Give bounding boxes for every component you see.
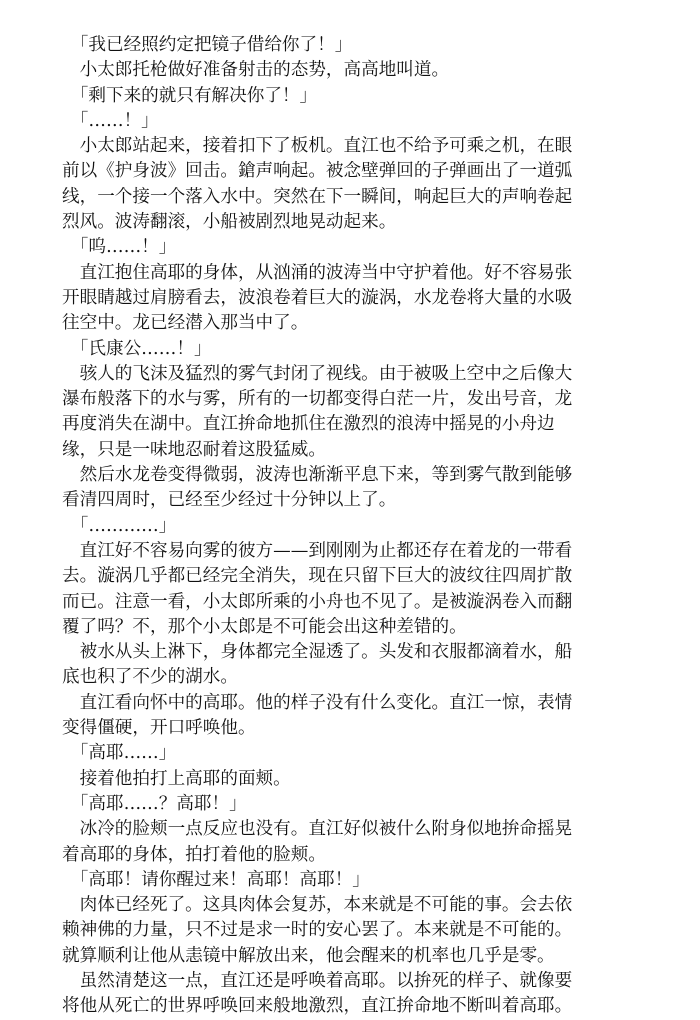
text-line: 前以《护身波》回击。鎗声响起。被念壁弹回的子弹画出了一道弧	[62, 161, 573, 182]
text-line: 再度消失在湖中。直江拚命地抓住在激烈的浪涛中摇晃的小舟边	[62, 414, 555, 435]
text-line: 「我已经照约定把镜子借给你了！」	[62, 35, 353, 55]
text-line: 冰冷的脸颊一点反应也没有。直江好似被什么附身似地拚命摇晃	[62, 819, 573, 840]
text-line: 骇人的飞沫及猛烈的雾气封闭了视线。由于被吸上空中之后像大	[62, 363, 573, 384]
text-line: 「……！」	[62, 110, 159, 131]
text-line: 而已。注意一看，小太郎所乘的小舟也不见了。是被漩涡卷入而翻	[62, 591, 573, 612]
text-line: 「高耶……？高耶！」	[62, 793, 247, 814]
text-line: 缘，只是一味地忍耐着这股猛威。	[62, 439, 326, 460]
text-line: 变得僵硬，开口呼唤他。	[62, 718, 256, 739]
novel-page-text	[62, 33, 642, 1020]
text-line: 直江看向怀中的高耶。他的样子没有什么变化。直江一惊，表情	[62, 692, 573, 713]
text-line: 着高耶的身体，拍打着他的脸颊。	[62, 844, 326, 865]
text-line: 然后水龙卷变得微弱，波涛也渐渐平息下来，等到雾气散到能够	[62, 465, 573, 486]
text-line: 赖神佛的力量，只不过是求一时的安心罢了。本来就是不可能的。	[62, 920, 573, 941]
text-line: 虽然清楚这一点，直江还是呼唤着高耶。以拚死的样子、就像要	[62, 970, 573, 991]
text-line: 线，一个接一个落入水中。突然在下一瞬间，响起巨大的声响卷起	[62, 186, 573, 207]
text-line: 将他从死亡的世界呼唤回来般地激烈，直江拚命地不断叫着高耶。	[62, 996, 573, 1017]
text-line: 「呜……！」	[62, 237, 177, 258]
text-line: 直江好不容易向雾的彼方——到刚刚为止都还存在着龙的一带看	[62, 540, 573, 561]
text-line: 瀑布般落下的水与雾，所有的一切都变得白茫一片，发出号音，龙	[62, 389, 573, 410]
text-line: 去。漩涡几乎都已经完全消失，现在只留下巨大的波纹往四周扩散	[62, 566, 573, 587]
text-line: 直江抱住高耶的身体，从汹涌的波涛当中守护着他。好不容易张	[62, 262, 573, 283]
text-line: 覆了吗？不，那个小太郎是不可能会出这种差错的。	[62, 616, 467, 637]
text-line: 「高耶……」	[62, 743, 177, 764]
text-line: 「剩下来的就只有解决你了！」	[62, 85, 318, 106]
text-line: 就算顺利让他从恚镜中解放出来，他会醒来的机率也几乎是零。	[62, 945, 555, 966]
text-line: 小太郎托枪做好准备射击的态势，高高地叫道。	[62, 60, 450, 81]
text-line: 开眼睛越过肩膀看去，波浪卷着巨大的漩涡，水龙卷将大量的水吸	[62, 287, 573, 308]
text-line: 肉体已经死了。这具肉体会复苏，本来就是不可能的事。会去依	[62, 895, 573, 916]
text-line: 烈风。波涛翻滚，小船被剧烈地晃动起来。	[62, 212, 397, 233]
text-line: 「高耶！请你醒过来！高耶！高耶！」	[62, 869, 370, 890]
text-line: 被水从头上淋下，身体都完全湿透了。头发和衣服都滴着水，船	[62, 642, 573, 663]
text-line: 「氏康公……！」	[62, 338, 212, 359]
text-line: 「…………」	[62, 515, 177, 536]
text-line: 看清四周时，已经至少经过十分钟以上了。	[62, 490, 397, 511]
text-line: 底也积了不少的湖水。	[62, 667, 238, 688]
text-line: 小太郎站起来，接着扣下了板机。直江也不给予可乘之机，在眼	[62, 136, 573, 157]
text-line: 接着他拍打上高耶的面颊。	[62, 768, 291, 789]
text-line: 往空中。龙已经潜入那当中了。	[62, 313, 309, 334]
